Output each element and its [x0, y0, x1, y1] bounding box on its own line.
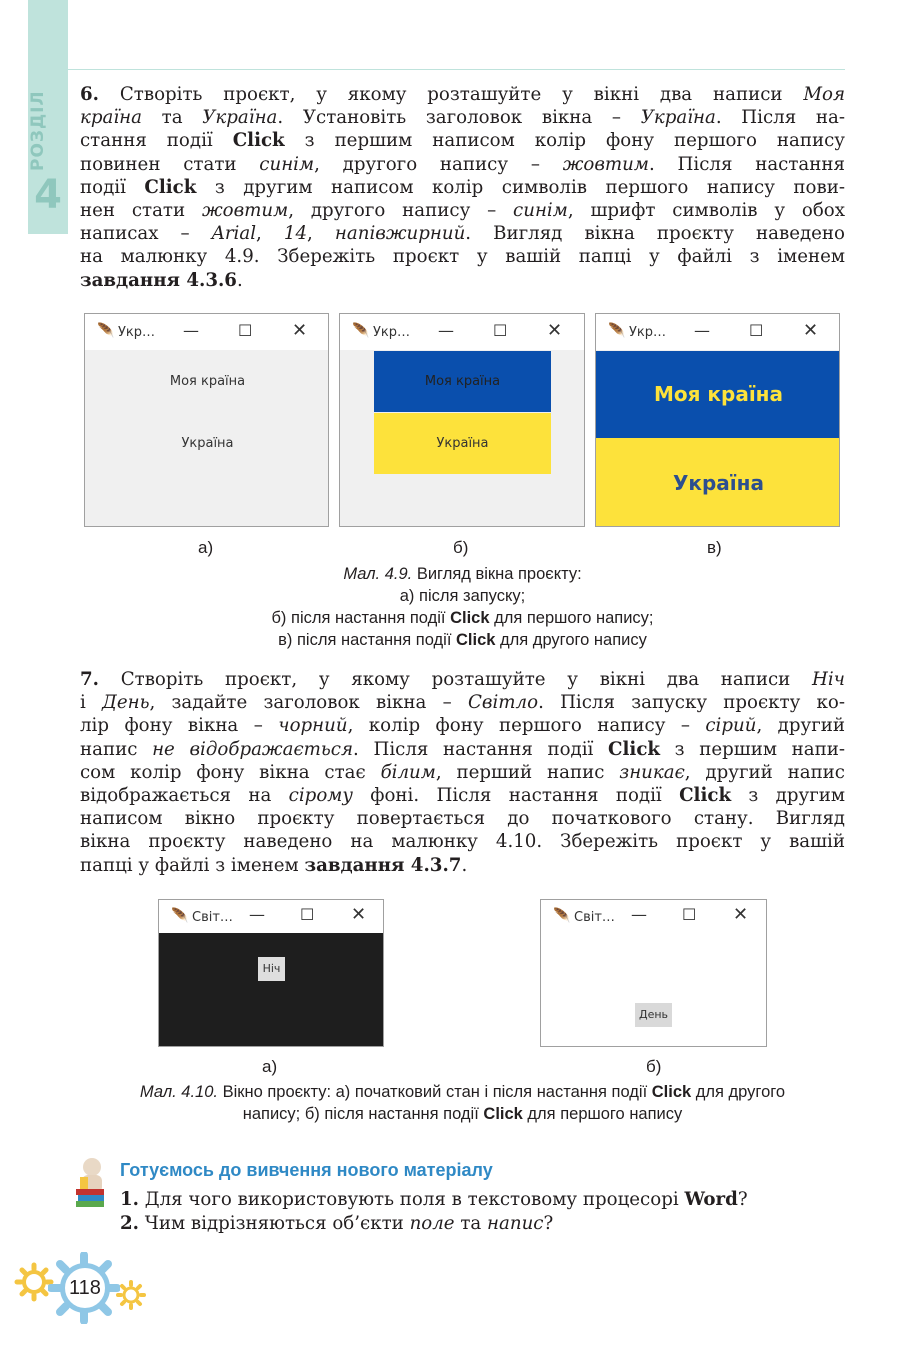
label-ukraine: Україна: [181, 436, 234, 451]
question-2: 2. Чим відрізняються об’єкти поле та напис?: [120, 1213, 554, 1234]
fig49-window-a: [84, 313, 329, 527]
feather-icon: 🪶: [171, 908, 189, 924]
text-line: вікна проєкту наведено на малюнку 4.10. Збережіть проєкт у вашій: [80, 831, 845, 853]
fig49-sub-b: б): [453, 538, 469, 557]
label-my-country-blue: Моя країна: [374, 351, 551, 412]
text-line: стання події Click з першим написом колір фону першого напису: [80, 130, 845, 152]
text-line: сом колір фону вікна стає білим, перший напис зникає, другий напис: [80, 761, 845, 783]
gear-icon: [116, 1280, 146, 1310]
label-my-country: Моя країна: [169, 374, 246, 389]
question-1: 1. Для чого використовують поля в текстовому процесорі Word?: [120, 1189, 748, 1210]
close-icon: ✕: [547, 320, 563, 341]
feather-icon: 🪶: [608, 323, 626, 339]
text-line: нен стати жовтим, другого напису – синім, шрифт символів у обох: [80, 200, 845, 222]
text-line: папці у файлі з іменем завдання 4.3.7.: [80, 854, 468, 876]
window-titlebar: [340, 314, 584, 350]
minimize-icon: —: [183, 321, 199, 340]
fig49-window-c: [595, 313, 840, 527]
label-day: День: [635, 1003, 672, 1027]
text-line: повинен стати синім, другого напису – жовтим. Після настання: [80, 153, 845, 175]
reader-with-books-icon: [66, 1155, 114, 1215]
maximize-icon: ☐: [682, 905, 697, 924]
close-icon: ✕: [351, 904, 367, 925]
label-ukraine-bold: Україна: [596, 438, 840, 527]
chapter-number: 4: [34, 172, 62, 218]
text-line: події Click з другим написом колір символів першого напису пови-: [80, 176, 845, 198]
window-titlebar: [159, 900, 383, 933]
task-7-paragraph: [80, 668, 845, 877]
window-title: Світ…: [574, 910, 615, 925]
label-my-country-bold: Моя країна: [596, 351, 840, 438]
fig410-caption: Мал. 4.10. Вікно проєкту: а) початковий стан і після настання події Click для другого напису; б) після настання події Click для першого напису: [139, 1083, 786, 1123]
fig49-sub-c: в): [707, 538, 722, 557]
text-line: написом вікно проєкту повертається до початкового стану. Вигляд: [80, 808, 845, 830]
text-line: написах – Arial, 14, напівжирний. Вигляд вікна проєкту наведено: [80, 223, 845, 245]
minimize-icon: —: [631, 905, 647, 924]
feather-icon: 🪶: [352, 323, 370, 339]
maximize-icon: ☐: [749, 321, 764, 340]
label-night: Ніч: [258, 957, 285, 981]
minimize-icon: —: [249, 905, 265, 924]
maximize-icon: ☐: [493, 321, 508, 340]
fig410-window-b: [540, 899, 767, 1047]
minimize-icon: —: [438, 321, 454, 340]
caption-figure-number: Мал. 4.10.: [139, 1083, 218, 1101]
fig49-sub-a: а): [198, 538, 214, 557]
close-icon: ✕: [733, 904, 749, 925]
fig410-window-a: [158, 899, 384, 1047]
chapter-word: РОЗДІЛ: [28, 90, 48, 172]
window-title: Укр…: [118, 325, 156, 340]
window-titlebar: [596, 314, 839, 350]
text-line: 7. Створіть проєкт, у якому розташуйте у вікні два написи Ніч: [80, 669, 845, 690]
page-number: 118: [60, 1263, 110, 1313]
text-line: лір фону вікна – чорний, колір фону першого напису – сірий, другий: [80, 715, 845, 737]
fig49-caption: Мал. 4.9. Вигляд вікна проєкту: а) після запуску; б) після настання події Click для першого напису; в) після настання події Click для другого напису: [271, 565, 654, 649]
fig410-sub-b: б): [646, 1057, 662, 1076]
task-6-paragraph: [80, 83, 845, 292]
window-titlebar: [85, 314, 328, 350]
header-rule: [68, 69, 845, 70]
text-line: напис не відображається. Після настання події Click з першим напи-: [80, 738, 845, 760]
minimize-icon: —: [694, 321, 710, 340]
text-line: і День, задайте заголовок вікна – Світло. Після запуску проєкту ко-: [80, 692, 845, 714]
fig49-window-b: [339, 313, 585, 527]
caption-figure-number: Мал. 4.9.: [343, 565, 413, 583]
window-title: Укр…: [629, 325, 667, 340]
text-line: відображається на сірому фоні. Після настання події Click з другим: [80, 785, 845, 807]
window-title: Світ…: [192, 910, 233, 925]
text-line: на малюнку 4.9. Збережіть проєкт у вашій папці у файлі з іменем: [80, 246, 845, 268]
close-icon: ✕: [292, 320, 308, 341]
close-icon: ✕: [803, 320, 819, 341]
window-title: Укр…: [373, 325, 411, 340]
feather-icon: 🪶: [97, 323, 115, 339]
text-line: завдання 4.3.6.: [80, 269, 243, 291]
feather-icon: 🪶: [553, 908, 571, 924]
prep-title: Готуємось до вивчення нового матеріалу: [120, 1160, 493, 1180]
window-titlebar: [541, 900, 766, 933]
fig410-sub-a: а): [262, 1057, 278, 1076]
maximize-icon: ☐: [300, 905, 315, 924]
text-line: 6. Створіть проєкт, у якому розташуйте у вікні два написи Моя: [80, 84, 845, 105]
label-ukraine-yellow: Україна: [374, 413, 551, 474]
text-line: країна та Україна. Установіть заголовок вікна – Україна. Після на-: [80, 107, 845, 129]
maximize-icon: ☐: [238, 321, 253, 340]
